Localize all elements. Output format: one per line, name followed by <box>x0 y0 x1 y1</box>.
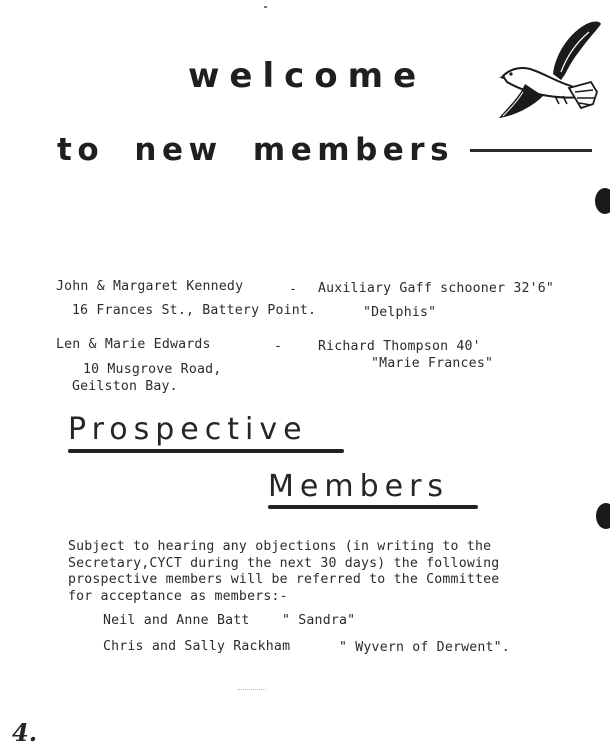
page-number: 4. <box>12 718 38 747</box>
member-1-boat-name: "Delphis" <box>363 305 437 320</box>
prospective-heading: Prospective <box>68 412 308 447</box>
member-2-names: Len & Marie Edwards <box>56 337 211 352</box>
members-underline <box>268 505 478 509</box>
intro-line-4: for acceptance as members:- <box>68 589 288 604</box>
member-1-dash: - <box>289 282 298 297</box>
seagull-icon <box>497 12 605 124</box>
paper-speck <box>264 6 267 8</box>
member-2-dash: - <box>274 339 283 354</box>
title-rule <box>470 149 592 152</box>
member-2-boat-name: "Marie Frances" <box>371 356 494 371</box>
prospective-underline <box>68 449 344 453</box>
punch-hole-top <box>595 188 610 214</box>
member-1-names: John & Margaret Kennedy <box>56 279 244 294</box>
faint-dotted-mark <box>238 689 266 690</box>
prospective-2-names: Chris and Sally Rackham <box>103 639 291 654</box>
member-1-address: 16 Frances St., Battery Point. <box>72 303 317 318</box>
member-2-address-line2: Geilston Bay. <box>72 379 178 394</box>
members-heading: Members <box>268 469 450 504</box>
member-2-address-line1: 10 Musgrove Road, <box>83 362 222 377</box>
member-2-boat-description: Richard Thompson 40' <box>318 339 481 354</box>
prospective-2-boat: " Wyvern of Derwent". <box>339 640 510 655</box>
punch-hole-bottom <box>596 503 610 529</box>
title-welcome: welcome <box>188 56 427 96</box>
intro-line-2: Secretary,CYCT during the next 30 days) the following <box>68 556 500 571</box>
intro-line-3: prospective members will be referred to the Committee <box>68 572 500 587</box>
intro-line-1: Subject to hearing any objections (in writing to the <box>68 539 492 554</box>
prospective-1-names: Neil and Anne Batt <box>103 613 250 628</box>
member-1-boat-description: Auxiliary Gaff schooner 32'6" <box>318 281 555 296</box>
prospective-1-boat: " Sandra" <box>282 613 356 628</box>
title-to-new-members: to new members <box>57 132 455 168</box>
